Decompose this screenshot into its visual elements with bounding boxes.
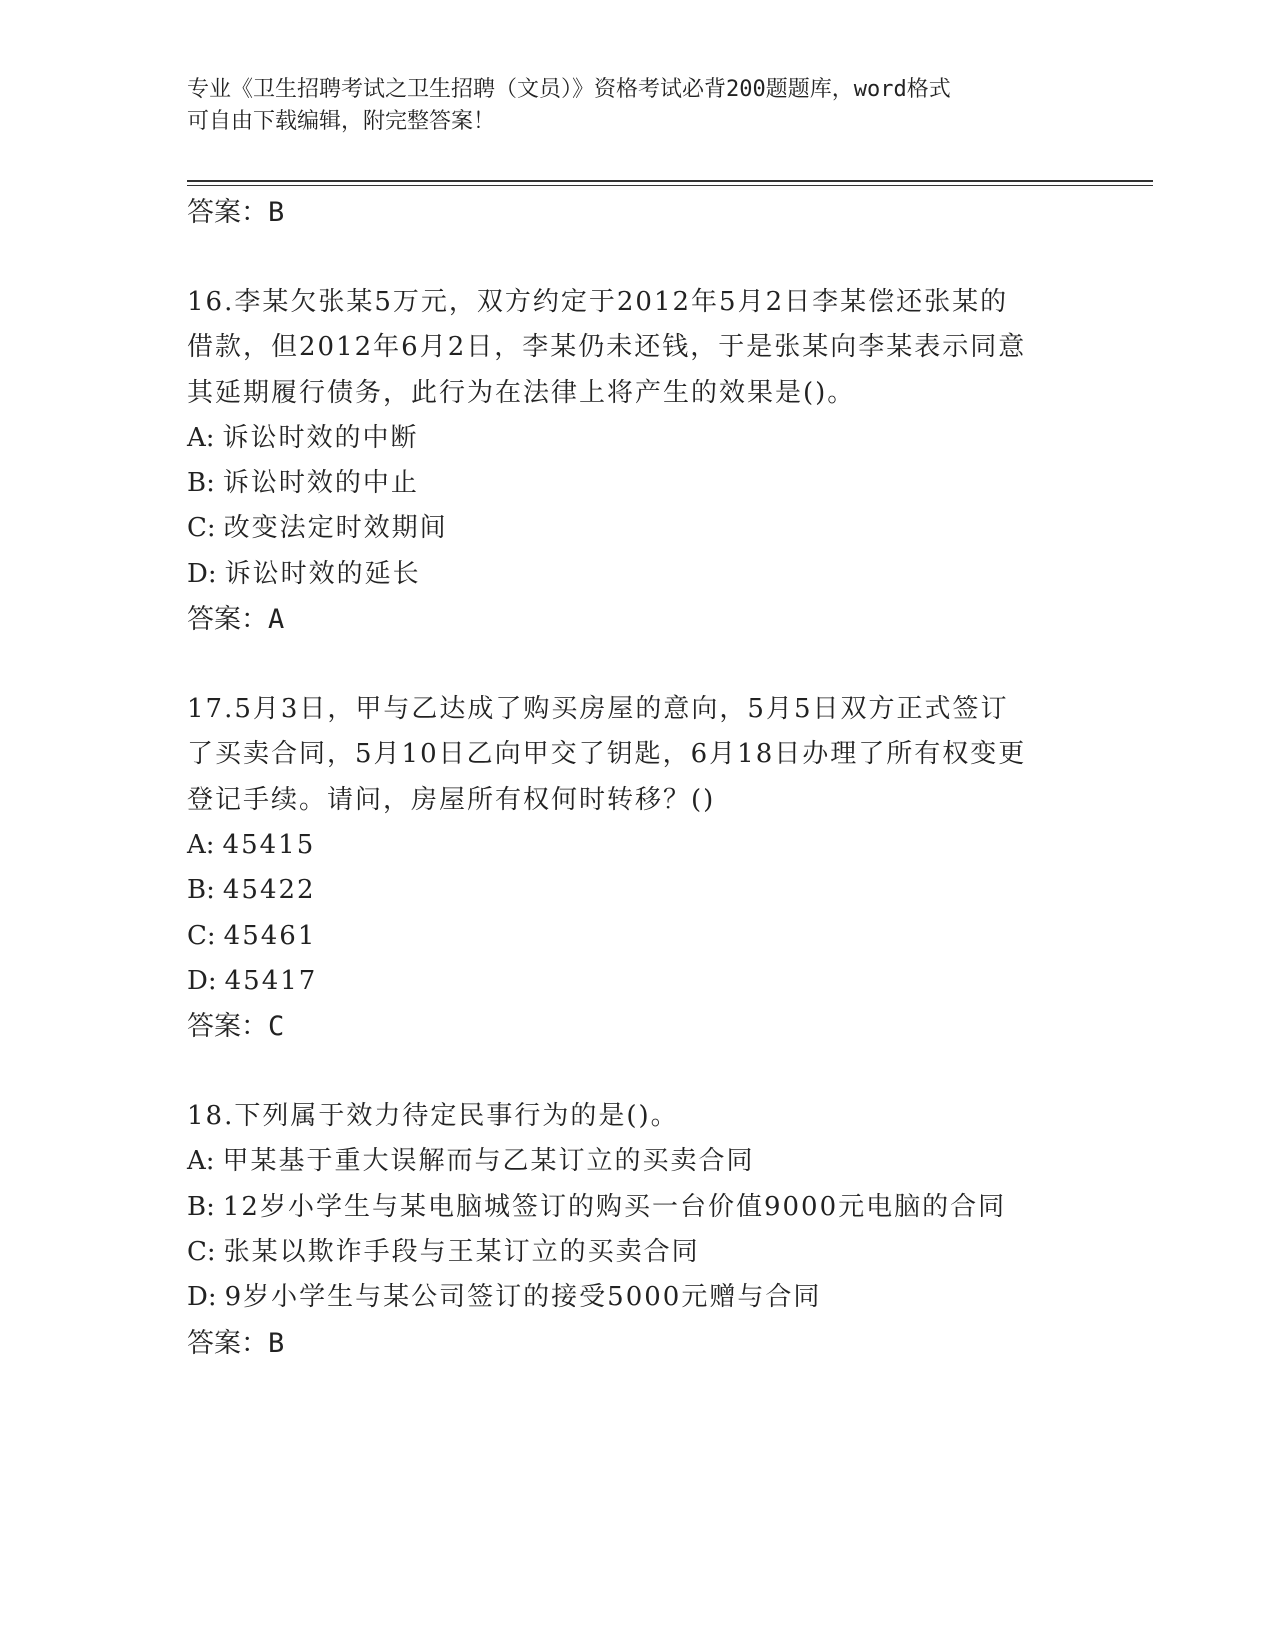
stem-line: 16.李某欠张某5万元，双方约定于2012年5月2日李某偿还张某的 [187,287,1009,317]
option-d [187,1275,1087,1320]
option-text: 45461 [223,920,317,951]
header-line-2: 可自由下载编辑，附完整答案！ [187,109,496,134]
option-d [187,959,1087,1004]
answer-line: 答案：B [187,197,285,228]
option-key: D: [187,558,217,589]
option-key: D: [187,965,217,996]
document-body [187,190,1087,1367]
option-a [187,416,1087,461]
option-key: B: [187,468,215,499]
question-stem [187,687,1087,823]
option-text: 诉讼时效的中止 [222,468,419,499]
page-header [187,74,1087,138]
header-line-1: 专业《卫生招聘考试之卫生招聘（文员）》资格考试必背200题题库，word格式 [187,77,951,102]
answer-line: 答案：A [187,604,285,636]
option-key: A: [187,422,215,453]
option-b [187,1185,1087,1230]
option-c [187,914,1087,959]
option-key: C: [187,920,216,951]
stem-line: 登记手续。请问，房屋所有权何时转移？() [187,784,716,815]
option-text: 45415 [222,829,316,860]
option-text: 45417 [224,965,318,996]
answer-line: 答案：C [187,1011,285,1043]
option-text: 9岁小学生与某公司签订的接受5000元赠与合同 [224,1282,822,1313]
option-c [187,506,1087,551]
option-c [187,1230,1087,1275]
question-stem [187,280,1087,416]
option-key: C: [187,513,216,544]
stem-line: 了买卖合同，5月10日乙向甲交了钥匙，6月18日办理了所有权变更 [187,739,1027,770]
stem-line: 借款，但2012年6月2日，李某仍未还钱，于是张某向李某表示同意 [187,332,1027,363]
option-text: 甲某基于重大误解而与乙某订立的买卖合同 [222,1146,755,1177]
header-rule-thin [187,185,1153,186]
option-text: 诉讼时效的中断 [222,422,419,453]
option-key: A: [187,829,215,860]
option-b [187,461,1087,506]
stem-line: 18.下列属于效力待定民事行为的是()。 [187,1101,679,1132]
option-key: D: [187,1282,217,1313]
option-a [187,823,1087,868]
question-18 [187,1094,1087,1366]
option-d [187,552,1087,597]
option-b [187,868,1087,913]
option-text: 45422 [222,875,316,906]
option-text: 诉讼时效的延长 [224,558,421,589]
question-stem [187,1094,1087,1139]
option-key: B: [187,875,215,906]
spacer [187,1050,1087,1094]
question-17 [187,687,1087,1050]
option-key: C: [187,1237,216,1268]
stem-line: 17.5月3日，甲与乙达成了购买房屋的意向，5月5日双方正式签订 [187,694,1009,725]
answer-line: 答案：B [187,1327,285,1359]
stem-line: 其延期履行债务，此行为在法律上将产生的效果是()。 [187,377,856,408]
option-text: 12岁小学生与某电脑城签订的购买一台价值9000元电脑的合同 [222,1191,1007,1222]
option-key: A: [187,1146,215,1177]
spacer [187,236,1087,280]
question-16 [187,280,1087,643]
option-text: 张某以欺诈手段与王某订立的买卖合同 [223,1237,700,1268]
option-a [187,1139,1087,1184]
header-rule-thick [187,180,1153,182]
option-key: B: [187,1191,215,1222]
spacer [187,643,1087,687]
option-text: 改变法定时效期间 [223,513,448,544]
